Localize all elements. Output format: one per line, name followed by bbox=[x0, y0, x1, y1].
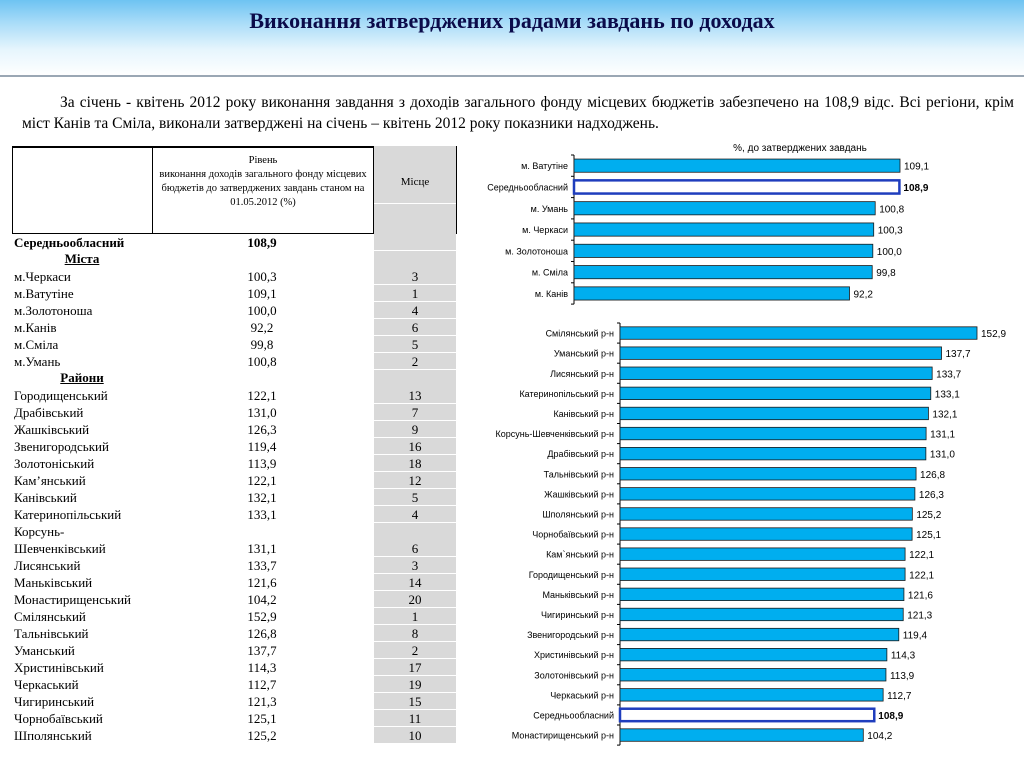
row-name: м.Канів bbox=[14, 320, 57, 335]
row-value: 119,4 bbox=[247, 439, 277, 454]
row-rank: 9 bbox=[374, 421, 456, 438]
row-rank: 1 bbox=[374, 608, 456, 625]
bar bbox=[574, 159, 900, 172]
row-name: Золотоніський bbox=[14, 456, 95, 471]
category-label: Чорнобаївський р-н bbox=[532, 529, 614, 540]
row-value: 100,0 bbox=[247, 303, 277, 318]
category-label: Звенигородський р-н bbox=[527, 630, 614, 641]
row-value: 99,8 bbox=[250, 337, 274, 352]
category-label: м. Канів bbox=[534, 288, 568, 299]
row-rank: 18 bbox=[374, 455, 456, 472]
value-label: 109,1 bbox=[904, 161, 930, 173]
table-row bbox=[12, 676, 457, 693]
row-rank: 11 bbox=[374, 710, 456, 727]
bar bbox=[620, 347, 942, 359]
value-label: 113,9 bbox=[889, 670, 915, 682]
bar bbox=[620, 488, 915, 500]
row-rank: 19 bbox=[374, 676, 456, 693]
results-table bbox=[12, 146, 457, 744]
row-value: 133,1 bbox=[247, 507, 277, 522]
header-rank-divider bbox=[374, 203, 456, 204]
row-rank: 13 bbox=[374, 387, 456, 404]
section-heading: Райони bbox=[60, 370, 104, 385]
table-row bbox=[12, 523, 457, 557]
row-name: м.Золотоноша bbox=[14, 303, 93, 318]
value-label: 121,3 bbox=[907, 610, 933, 622]
page-title: Виконання затверджених радами завдань по доходах bbox=[249, 8, 775, 33]
value-label: 126,3 bbox=[918, 489, 944, 501]
header-rank: Місце bbox=[400, 176, 430, 188]
row-value: 137,7 bbox=[247, 643, 277, 658]
value-label: 99,8 bbox=[876, 268, 896, 280]
value-label: 92,2 bbox=[853, 289, 873, 301]
row-value: 114,3 bbox=[247, 660, 277, 675]
bar bbox=[620, 729, 863, 741]
row-value: 152,9 bbox=[247, 609, 277, 624]
table-row bbox=[12, 387, 457, 404]
row-rank: 2 bbox=[374, 353, 456, 370]
highlight-bar bbox=[620, 709, 874, 721]
row-name: Чигиринський bbox=[14, 694, 95, 709]
header-level bbox=[152, 146, 374, 234]
row-rank bbox=[374, 234, 456, 251]
value-label: 152,9 bbox=[981, 329, 1007, 341]
table-row bbox=[12, 319, 457, 336]
category-label: Уманський р-н bbox=[553, 348, 614, 359]
row-name: Катеринопільський bbox=[14, 507, 122, 522]
bar bbox=[620, 327, 977, 339]
row-name: Канівський bbox=[14, 490, 77, 505]
charts bbox=[460, 140, 1024, 750]
bar bbox=[574, 202, 875, 215]
row-name: Монастирищенський bbox=[14, 592, 131, 607]
table-row bbox=[12, 693, 457, 710]
row-value: 125,1 bbox=[247, 711, 277, 726]
table-row bbox=[12, 455, 457, 472]
value-label: 108,9 bbox=[903, 182, 929, 194]
row-name: Маньківський bbox=[14, 575, 93, 590]
row-rank: 3 bbox=[374, 268, 456, 285]
row-name: Чорнобаївський bbox=[14, 711, 103, 726]
table-row bbox=[12, 268, 457, 285]
value-label: 125,1 bbox=[916, 530, 942, 542]
row-name: Шполянський bbox=[14, 728, 92, 743]
row-value: 92,2 bbox=[250, 320, 274, 335]
bar bbox=[620, 669, 886, 681]
row-rank: 16 bbox=[374, 438, 456, 455]
value-label: 137,7 bbox=[945, 349, 971, 361]
category-label: Черкаський р-н bbox=[550, 690, 614, 701]
category-label: Катеринопільський р-н bbox=[519, 388, 614, 399]
table-row bbox=[12, 608, 457, 625]
section-heading: Міста bbox=[64, 251, 100, 266]
row-value: 112,7 bbox=[247, 677, 277, 692]
header-level-desc: виконання доходів загального фонду місцевих бюджетів до затверджених завдань станом на 01.05.2012 (%) bbox=[159, 169, 367, 208]
bar bbox=[620, 608, 903, 620]
row-value: 100,3 bbox=[247, 269, 277, 284]
table-row bbox=[12, 506, 457, 523]
value-label: 104,2 bbox=[867, 731, 893, 743]
row-rank: 4 bbox=[374, 302, 456, 319]
row-rank: 10 bbox=[374, 727, 456, 744]
row-name: м.Умань bbox=[14, 354, 61, 369]
row-value: 122,1 bbox=[247, 388, 277, 403]
category-label: м. Умань bbox=[530, 203, 568, 214]
row-name: м.Сміла bbox=[14, 337, 59, 352]
header-divider bbox=[0, 75, 1024, 77]
bar bbox=[620, 628, 899, 640]
row-value: 109,1 bbox=[247, 286, 277, 301]
row-rank: 7 bbox=[374, 404, 456, 421]
row-name: Звенигородський bbox=[14, 439, 109, 454]
value-label: 112,7 bbox=[887, 690, 912, 702]
row-name: Христинівський bbox=[14, 660, 104, 675]
value-label: 100,8 bbox=[879, 204, 905, 216]
row-value: 113,9 bbox=[247, 456, 277, 471]
row-value: 100,8 bbox=[247, 354, 277, 369]
table-row bbox=[12, 710, 457, 727]
row-rank: 8 bbox=[374, 625, 456, 642]
row-value: 108,9 bbox=[247, 235, 277, 250]
row-value: 131,0 bbox=[247, 405, 277, 420]
table-row bbox=[12, 659, 457, 676]
intro-paragraph: За січень - квітень 2012 року виконання завдання з доходів загального фонду місцевих бюджетів забезпечено на 108,9 відс. Всі регіони, крім міст Канів та Сміла, виконали затверджені на січень – квітень 2012 року показники надходжень. bbox=[22, 94, 1014, 132]
bar bbox=[574, 223, 874, 236]
row-value: 132,1 bbox=[247, 490, 277, 505]
value-label: 100,0 bbox=[876, 246, 902, 258]
category-label: Маньківський р-н bbox=[542, 589, 614, 600]
row-rank: 1 bbox=[374, 285, 456, 302]
value-label: 126,8 bbox=[920, 469, 946, 481]
category-label: Лисянський р-н bbox=[550, 368, 614, 379]
category-label: м. Сміла bbox=[531, 267, 568, 278]
row-value: 125,2 bbox=[247, 728, 277, 743]
category-label: Шполянський р-н bbox=[542, 509, 614, 520]
value-label: 119,4 bbox=[902, 630, 928, 642]
row-name: Тальнівський bbox=[14, 626, 89, 641]
bar bbox=[620, 588, 904, 600]
row-name: Кам’янський bbox=[14, 473, 86, 488]
row-value: 122,1 bbox=[247, 473, 277, 488]
highlight-bar bbox=[574, 180, 899, 193]
value-label: 122,1 bbox=[909, 550, 935, 562]
row-rank: 15 bbox=[374, 693, 456, 710]
row-value: 133,7 bbox=[247, 558, 277, 573]
category-label: Тальнівський р-н bbox=[543, 469, 614, 480]
value-label: 125,2 bbox=[916, 509, 942, 521]
category-label: м. Ватутіне bbox=[521, 161, 568, 172]
category-label: Монастирищенський р-н bbox=[511, 730, 614, 741]
bar bbox=[620, 689, 883, 701]
row-rank: 4 bbox=[374, 506, 456, 523]
value-label: 132,1 bbox=[932, 409, 958, 421]
bar bbox=[620, 387, 931, 399]
row-rank: 2 bbox=[374, 642, 456, 659]
table-row bbox=[12, 285, 457, 302]
category-label: Канівський р-н bbox=[553, 408, 614, 419]
row-value: 121,6 bbox=[247, 575, 277, 590]
table-row bbox=[12, 404, 457, 421]
header-level-word: Рівень bbox=[248, 155, 278, 166]
category-label: Христинівський р-н bbox=[534, 650, 614, 661]
bar bbox=[620, 468, 916, 480]
table-row bbox=[12, 234, 457, 251]
value-label: 121,6 bbox=[907, 590, 933, 602]
row-name: Жашківський bbox=[14, 422, 90, 437]
row-name: Городищенський bbox=[14, 388, 108, 403]
value-label: 100,3 bbox=[877, 225, 903, 237]
bar bbox=[620, 528, 912, 540]
table-row bbox=[12, 557, 457, 574]
row-rank: 3 bbox=[374, 557, 456, 574]
bar bbox=[620, 427, 926, 439]
value-label: 108,9 bbox=[878, 710, 904, 722]
table-row bbox=[12, 591, 457, 608]
category-label: Середньообласний bbox=[487, 182, 568, 193]
bar bbox=[620, 407, 928, 419]
bar bbox=[574, 244, 873, 257]
row-value: 131,1 bbox=[247, 541, 277, 556]
row-rank: 6 bbox=[374, 319, 456, 336]
category-label: Смілянський р-н bbox=[545, 328, 614, 339]
bar bbox=[620, 447, 926, 459]
table-row bbox=[12, 421, 457, 438]
category-label: Корсунь-Шевченківський р-н bbox=[495, 429, 614, 440]
header-rank-cell bbox=[374, 146, 456, 234]
category-label: Кам`янський р-н bbox=[546, 549, 614, 560]
row-name: Уманський bbox=[14, 643, 75, 658]
table-row bbox=[12, 625, 457, 642]
table-row bbox=[12, 472, 457, 489]
row-name: Драбівський bbox=[14, 405, 84, 420]
bar bbox=[620, 367, 932, 379]
category-label: Середньообласний bbox=[533, 710, 614, 721]
bar bbox=[620, 568, 905, 580]
category-label: Золотонівський р-н bbox=[534, 670, 614, 681]
row-name: м.Ватутіне bbox=[14, 286, 74, 301]
row-value: 121,3 bbox=[247, 694, 277, 709]
row-name: Лисянський bbox=[14, 558, 81, 573]
bar bbox=[574, 266, 872, 279]
value-label: 122,1 bbox=[909, 570, 935, 582]
table-row bbox=[12, 727, 457, 744]
table-row bbox=[12, 642, 457, 659]
row-rank: 12 bbox=[374, 472, 456, 489]
category-label: Городищенський р-н bbox=[528, 569, 614, 580]
row-value: 126,8 bbox=[247, 626, 277, 641]
table-row bbox=[12, 336, 457, 353]
row-rank: 6 bbox=[374, 540, 456, 557]
row-name: Черкаський bbox=[14, 677, 79, 692]
table-row bbox=[12, 302, 457, 319]
row-name: Смілянський bbox=[14, 609, 86, 624]
row-name-cont: Шевченківський bbox=[14, 541, 106, 556]
value-label: 131,1 bbox=[930, 429, 956, 441]
row-rank: 20 bbox=[374, 591, 456, 608]
table-row bbox=[12, 489, 457, 506]
table-row bbox=[12, 353, 457, 370]
table-row bbox=[12, 574, 457, 591]
value-label: 114,3 bbox=[890, 650, 916, 662]
bar bbox=[620, 648, 887, 660]
row-value: 104,2 bbox=[247, 592, 277, 607]
chart-title: %, до затверджених завдань bbox=[733, 143, 867, 154]
category-label: Драбівський р-н bbox=[547, 449, 614, 460]
row-name: Корсунь- bbox=[14, 524, 65, 539]
value-label: 133,7 bbox=[936, 369, 962, 381]
row-name: Середньообласний bbox=[14, 235, 125, 250]
bar bbox=[620, 508, 912, 520]
category-label: м. Черкаси bbox=[522, 225, 568, 236]
row-name: м.Черкаси bbox=[14, 269, 71, 284]
row-rank: 17 bbox=[374, 659, 456, 676]
category-label: Жашківський р-н bbox=[544, 489, 614, 500]
row-rank: 5 bbox=[374, 336, 456, 353]
bar bbox=[574, 287, 850, 300]
row-rank: 5 bbox=[374, 489, 456, 506]
category-label: Чигиринський р-н bbox=[541, 609, 614, 620]
category-label: м. Золотоноша bbox=[505, 246, 568, 257]
bar bbox=[620, 548, 905, 560]
row-value: 126,3 bbox=[247, 422, 277, 437]
value-label: 131,0 bbox=[929, 449, 955, 461]
table-row bbox=[12, 438, 457, 455]
value-label: 133,1 bbox=[934, 389, 960, 401]
row-rank: 14 bbox=[374, 574, 456, 591]
